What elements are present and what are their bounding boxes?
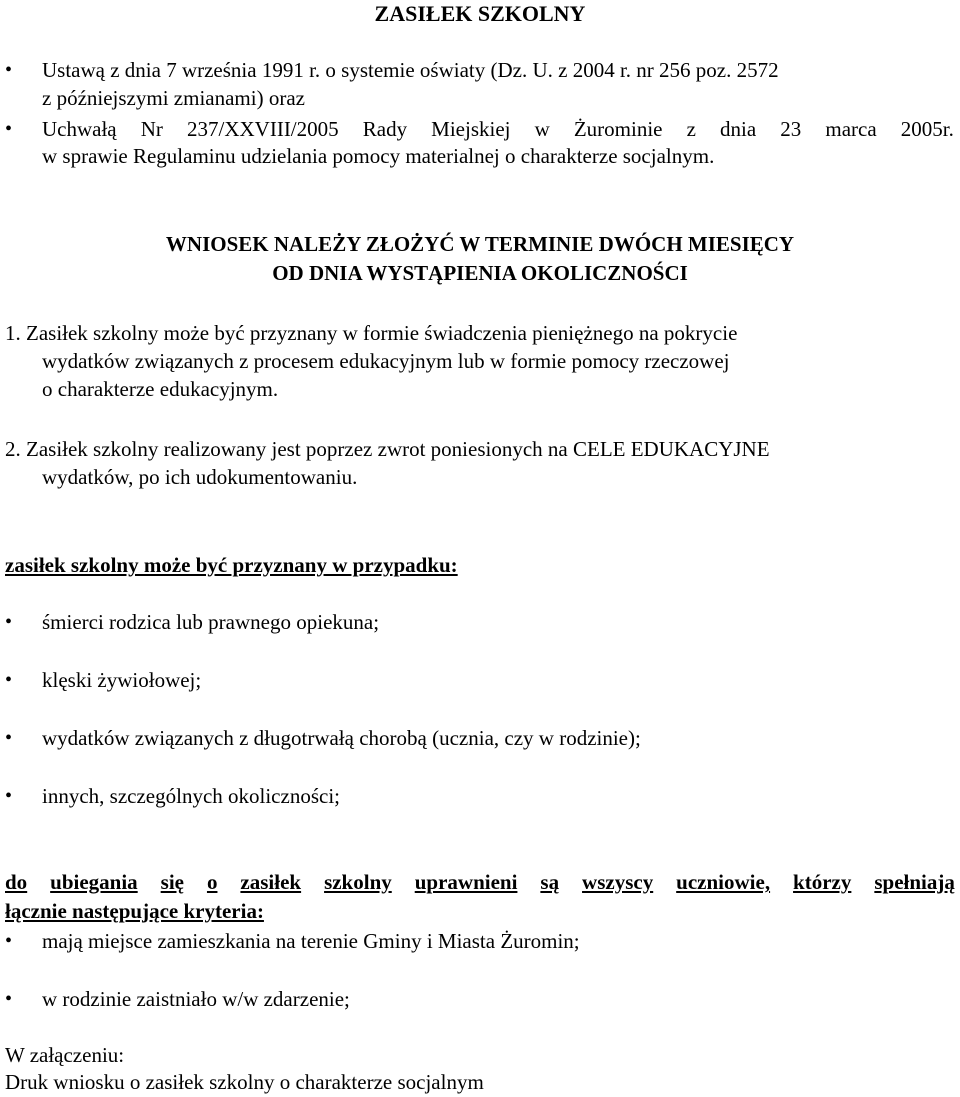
cases-heading: zasiłek szkolny może być przyznany w przypadku: (5, 553, 458, 577)
eligibility-heading-word: się (160, 870, 184, 894)
legal-basis-word: marca (825, 117, 877, 141)
case-item: innych, szczególnych okoliczności; (42, 784, 340, 808)
eligibility-heading-word: są (540, 870, 560, 894)
bullet-icon: • (5, 118, 13, 140)
legal-basis-word: w (534, 117, 550, 141)
point-1-line-2: wydatków związanych z procesem edukacyjnym lub w formie pomocy rzeczowej (42, 349, 730, 373)
legal-basis-item-1-line-2: z późniejszymi zmianami) oraz (42, 86, 305, 110)
attachment-label: W załączeniu: (5, 1043, 125, 1067)
bullet-icon: • (5, 930, 13, 952)
legal-basis-word: dnia (720, 117, 757, 141)
deadline-notice-line-2: OD DNIA WYSTĄPIENIA OKOLICZNOŚCI (272, 261, 688, 285)
point-1-line-3: o charakterze edukacyjnym. (42, 377, 279, 401)
legal-basis-word: Miejskiej (431, 117, 511, 141)
eligibility-heading-word: którzy (793, 870, 852, 894)
legal-basis-word: 237/XXVIII/2005 (187, 117, 339, 141)
case-item: klęski żywiołowej; (42, 668, 202, 692)
legal-basis-word: Uchwałą (42, 117, 117, 141)
eligibility-heading-word: wszyscy (582, 870, 654, 894)
eligibility-item: w rodzinie zaistniało w/w zdarzenie; (42, 987, 350, 1011)
eligibility-heading-word: o (206, 870, 218, 894)
bullet-icon: • (5, 785, 13, 807)
bullet-icon: • (5, 669, 13, 691)
case-item: wydatków związanych z długotrwałą chorobą (ucznia, czy w rodzinie); (42, 726, 641, 750)
legal-basis-word: Żurominie (573, 117, 663, 141)
eligibility-item: mają miejsce zamieszkania na terenie Gminy i Miasta Żuromin; (42, 929, 580, 953)
case-item: śmierci rodzica lub prawnego opiekuna; (42, 610, 380, 634)
legal-basis-word: 23 (780, 117, 802, 141)
eligibility-heading-word: szkolny (324, 870, 392, 894)
eligibility-heading-word: ubiegania (50, 870, 138, 894)
point-1-line-1: 1. Zasiłek szkolny może być przyznany w formie świadczenia pieniężnego na pokrycie (5, 321, 738, 345)
bullet-icon: • (5, 727, 13, 749)
legal-basis-item-2-line-1 (42, 116, 954, 143)
legal-basis-word: 2005r. (900, 117, 954, 141)
bullet-icon: • (5, 988, 13, 1010)
eligibility-heading-word: do (5, 870, 28, 894)
eligibility-heading-line-2: łącznie następujące kryteria: (5, 899, 264, 923)
eligibility-heading-word: uczniowie, (676, 870, 771, 894)
attachment-document: Druk wniosku o zasiłek szkolny o charakterze socjalnym (5, 1070, 484, 1094)
legal-basis-word: Rady (362, 117, 408, 141)
page-title: ZASIŁEK SZKOLNY (374, 1, 586, 26)
bullet-icon: • (5, 611, 13, 633)
eligibility-heading-line-1 (5, 869, 955, 896)
legal-basis-item-2-line-2: w sprawie Regulaminu udzielania pomocy materialnej o charakterze socjalnym. (42, 144, 715, 168)
eligibility-heading-word: zasiłek (240, 870, 302, 894)
deadline-notice-line-1: WNIOSEK NALEŻY ZŁOŻYĆ W TERMINIE DWÓCH MIESIĘCY (165, 232, 795, 256)
bullet-icon: • (5, 59, 13, 81)
legal-basis-item-1-line-1: Ustawą z dnia 7 września 1991 r. o systemie oświaty (Dz. U. z 2004 r. nr 256 poz. 2572 (42, 58, 779, 82)
eligibility-heading-word: spełniają (874, 870, 955, 894)
eligibility-heading-word: uprawnieni (414, 870, 518, 894)
point-2-line-1: 2. Zasiłek szkolny realizowany jest poprzez zwrot poniesionych na CELE EDUKACYJNE (5, 437, 770, 461)
legal-basis-word: Nr (140, 117, 163, 141)
legal-basis-word: z (686, 117, 696, 141)
point-2-line-2: wydatków, po ich udokumentowaniu. (42, 465, 358, 489)
